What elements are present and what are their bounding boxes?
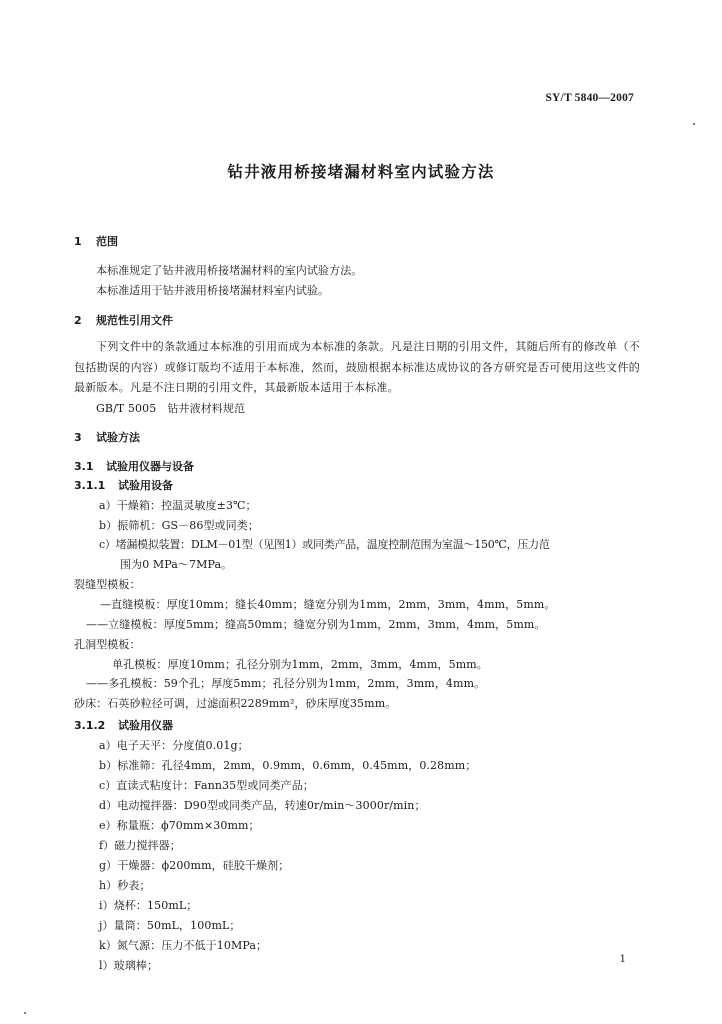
section-number: 2: [74, 314, 82, 327]
section-number: 3.1.2: [74, 719, 106, 732]
section-title: 范围: [96, 235, 118, 248]
list-item: h）秒表；: [99, 879, 151, 892]
list-item: a）电子天平：分度值0.01g；: [99, 739, 249, 752]
template-category: 裂缝型模板：: [74, 578, 141, 591]
list-item: c）直读式粘度计：Fann35型或同类产品；: [99, 779, 314, 792]
document-title: 钻井液用桥接堵漏材料室内试验方法: [227, 163, 495, 181]
section-number: 3.1.1: [74, 479, 106, 492]
section-title: 试验用设备: [118, 479, 173, 492]
template-item: ——立缝模板：厚度5mm；缝高50mm；缝宽分别为1mm，2mm，3mm，4mm，5mm。: [86, 618, 546, 631]
template-category: 孔洞型模板：: [74, 638, 141, 651]
scan-speck: [24, 1012, 26, 1014]
section-2-heading: [74, 312, 173, 328]
section-title: 试验用仪器与设备: [106, 460, 194, 473]
list-item: b）标准筛：孔径4mm，2mm，0.9mm，0.6mm，0.45mm，0.28mm；: [99, 759, 477, 772]
section-title: 试验用仪器: [118, 719, 173, 732]
section-title: 规范性引用文件: [96, 314, 173, 327]
section-title: 试验方法: [96, 431, 140, 444]
section-3-heading: [74, 429, 140, 445]
template-item: ——多孔模板：59个孔；厚度5mm；孔径分别为1mm，2mm，3mm，4mm。: [86, 677, 486, 690]
list-item: e）称量瓶：ϕ70mm×30mm；: [99, 819, 260, 832]
list-item: d）电动搅拌器：D90型或同类产品，转速0r/min～3000r/min；: [99, 799, 426, 812]
standard-number: SY/T 5840—2007: [545, 92, 634, 104]
scan-speck: [693, 123, 695, 125]
section-3-1-1-heading: [74, 477, 173, 493]
list-item: c）堵漏模拟装置：DLM－01型（见图1）或同类产品，温度控制范围为室温～150℃，压力范: [99, 538, 550, 551]
template-item: 单孔模板：厚度10mm；孔径分别为1mm，2mm，3mm，4mm，5mm。: [112, 658, 488, 671]
list-item: k）氮气源：压力不低于10MPa；: [99, 939, 268, 952]
paragraph-line: 本标准适用于钻井液用桥接堵漏材料室内试验。: [96, 284, 330, 297]
section-3-1-2-heading: [74, 717, 173, 733]
page-number: 1: [619, 954, 626, 965]
section-number: 3: [74, 431, 82, 444]
list-item: g）干燥器：ϕ200mm，硅胶干燥剂；: [99, 859, 290, 872]
list-item: l）玻璃棒；: [99, 959, 159, 972]
list-item: f）磁力搅拌器；: [99, 839, 181, 852]
reference-item: GB/T 5005 钻井液材料规范: [96, 402, 246, 415]
section-1-heading: [74, 233, 118, 249]
list-item-continuation: 围为0 MPa～7MPa。: [120, 558, 233, 571]
references-paragraph: 下列文件中的条款通过本标准的引用而成为本标准的条款。凡是注日期的引用文件，其随后所有的修改单（不包括勘误的内容）或修订版均不适用于本标准，然而，鼓励根据本标准达成协议的各方研究是否可使用这些文件的最新版本。凡是不注日期的引用文件，其最新版本适用于本标准。: [74, 340, 640, 394]
list-item: a）干燥箱：控温灵敏度±3℃；: [99, 499, 257, 512]
section-number: 1: [74, 235, 82, 248]
paragraph-line: 本标准规定了钻井液用桥接堵漏材料的室内试验方法。: [96, 264, 363, 277]
list-item: b）振筛机：GS－86型或同类；: [99, 519, 259, 532]
sand-bed-line: 砂床：石英砂粒径可调，过滤面积2289mm²，砂床厚度35mm。: [74, 697, 397, 710]
template-item: —直缝模板：厚度10mm；缝长40mm；缝宽分别为1mm，2mm，3mm，4mm，5mm。: [100, 598, 556, 611]
section-3-1-heading: [74, 458, 194, 474]
section-number: 3.1: [74, 460, 94, 473]
list-item: j）量筒：50mL，100mL；: [99, 919, 241, 932]
list-item: i）烧杯：150mL；: [99, 899, 198, 912]
